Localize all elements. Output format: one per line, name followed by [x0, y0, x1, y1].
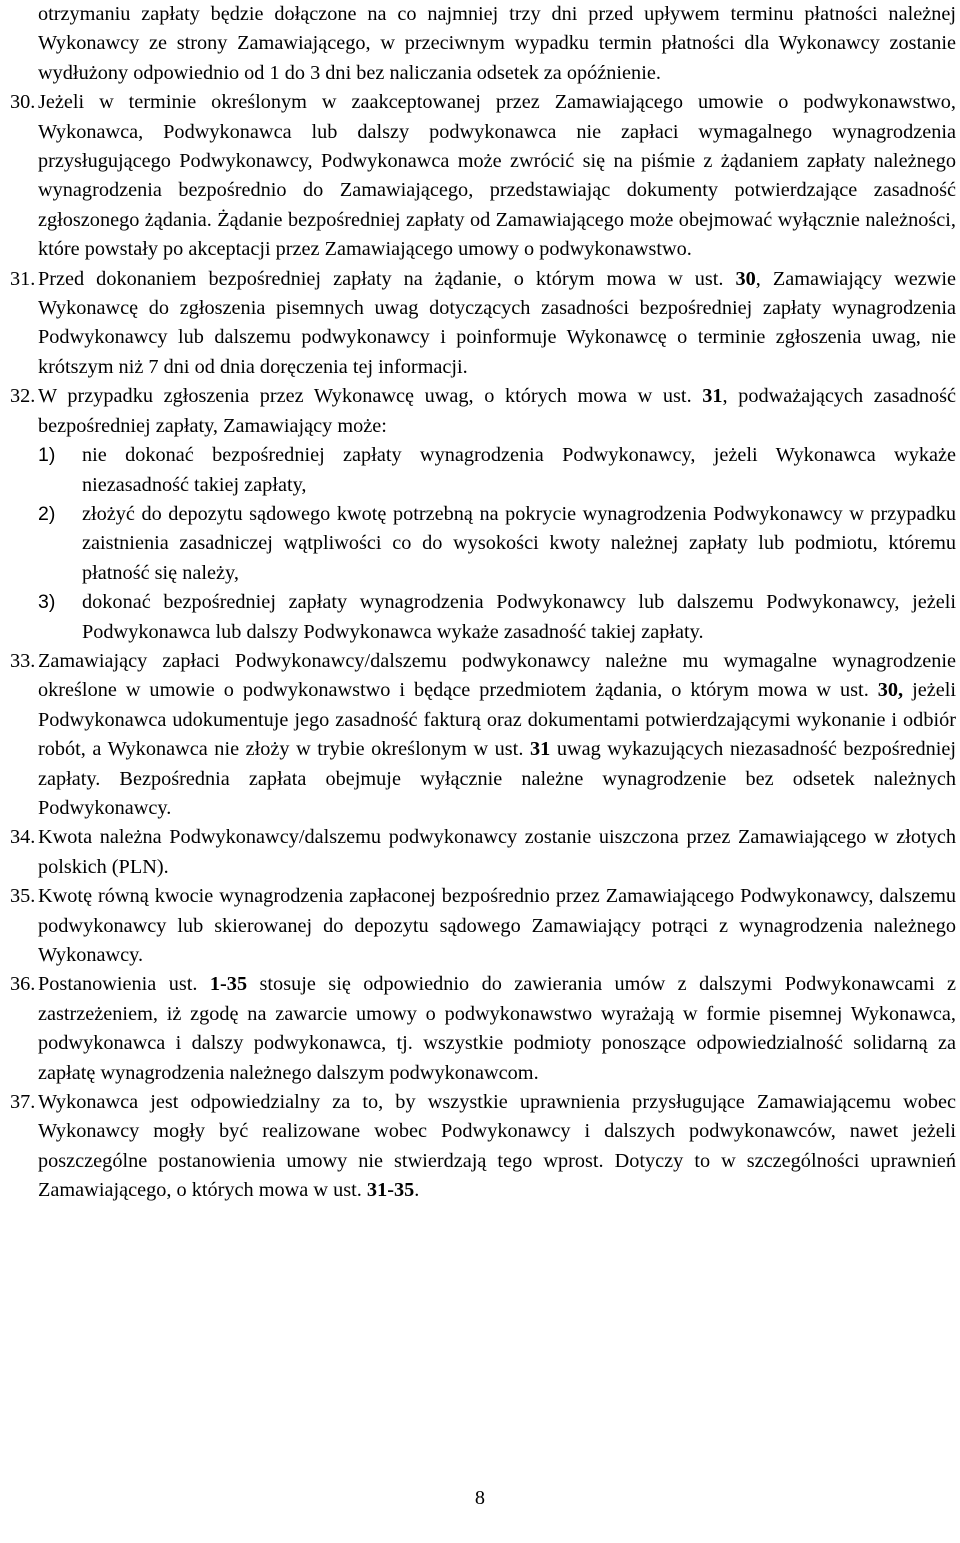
section-reference: 30	[735, 267, 756, 290]
paragraph-number: 33.	[10, 649, 36, 672]
paragraph-31	[10, 265, 956, 383]
list-item-text: dokonać bezpośredniej zapłaty wynagrodzenia Podwykonawcy lub dalszemu Podwykonawcy, jeżeli Podwykonawca lub dalszy Podwykonawca wykaże zasadność takiej zapłaty.	[82, 591, 956, 643]
paragraph-number: 37.	[10, 1091, 36, 1114]
section-reference: 31	[529, 738, 551, 761]
paragraph-36	[10, 970, 956, 1088]
list-item-number: 1)	[38, 444, 56, 467]
text-segment: stosuje się odpowiednio do zawierania umów z dalszymi Podwykonawcami z zastrzeżeniem, iż zgodę na zawarcie umowy o podwykonawstwo wyrażają w formie pisemnej Wykonawca, podwykonawca i dalszy podwykonawca, tj. wszystkie podmioty ponoszące odpowiedzialność solidarną za zapłatę wynagrodzenia należnego dalszym podwykonawcom.	[38, 973, 957, 1084]
paragraph-35	[10, 882, 956, 970]
text-segment: uwag wykazujących niezasadność bezpośredniej zapłaty. Bezpośrednia zapłata obejmuje wyłącznie należne wynagrodzenie bez odsetek należnych Podwykonawcy.	[38, 738, 957, 819]
section-reference: 31	[702, 385, 723, 408]
section-reference: 31-35	[366, 1179, 415, 1202]
paragraph-34	[10, 823, 956, 882]
paragraph-text: Jeżeli w terminie określonym w zaakceptowanej przez Zamawiającego umowie o podwykonawstwo, Wykonawca, Podwykonawca lub dalszy podwykonawca nie zapłaci wymagalnego wynagrodzenia przysługującego Podwykonawcy, Podwykonawca może zwrócić się na piśmie z żądaniem zapłaty należnego wynagrodzenia bezpośrednio do Zamawiającego, przedstawiając dokumenty potwierdzające zasadność zgłoszonego żądania. Żądanie bezpośredniej zapłaty od Zamawiającego może obejmować wyłącznie należności, które powstały po akceptacji przez Zamawiającego umowy o podwykonawstwo.	[38, 91, 956, 261]
list-item	[10, 500, 956, 588]
list-item-number: 3)	[38, 591, 56, 614]
paragraph-number: 30.	[10, 91, 36, 114]
text-segment: .	[414, 1179, 420, 1202]
section-reference: 30,	[877, 679, 904, 702]
paragraph-text: Kwotę równą kwocie wynagrodzenia zapłaconej bezpośrednio przez Zamawiającego Podwykonawcy, dalszemu podwykonawcy lub skierowanej do depozytu sądowego Zamawiający potrąci z wynagrodzenia należnego Wykonawcy.	[38, 885, 956, 966]
paragraph-number: 34.	[10, 826, 36, 849]
list-item-text: nie dokonać bezpośredniej zapłaty wynagrodzenia Podwykonawcy, jeżeli Wykonawca wykaże niezasadność takiej zapłaty,	[82, 444, 956, 496]
paragraph-number: 36.	[10, 973, 36, 996]
text-segment: Przed dokonaniem bezpośredniej zapłaty na żądanie, o którym mowa w ust.	[38, 267, 724, 290]
paragraph-number: 31.	[10, 267, 36, 290]
list-item-number: 2)	[38, 502, 56, 525]
text-segment: jeżeli Podwykonawca udokumentuje jego zasadność fakturą oraz dokumentami potwierdzającymi wykonanie i odbiór robót, a Wykonawca nie złoży w trybie określonym w ust.	[38, 679, 957, 761]
paragraph-number: 32.	[10, 385, 36, 408]
paragraph-text	[38, 970, 956, 1088]
list-item	[10, 441, 956, 500]
text-segment: W przypadku zgłoszenia przez Wykonawcę uwag, o których mowa w ust.	[38, 385, 692, 408]
paragraph-30	[10, 88, 956, 264]
text-segment: Wykonawca jest odpowiedzialny za to, by wszystkie uprawnienia przysługujące Zamawiającemu wobec Wykonawcy mogły być realizowane wobec Podwykonawcy i dalszych podwykonawców, nawet jeżeli poszczególne postanowienia umowy nie stwierdzają tego wprost. Dotyczy to w szczególności uprawnień Zamawiającego, o których mowa w ust.	[38, 1091, 956, 1202]
text-segment: , Zamawiający wezwie Wykonawcę do zgłoszenia pisemnych uwag dotyczących zasadności bezpośredniej zapłaty wynagrodzenia Podwykonawcy lub dalszemu podwykonawcy i poinformuje Wykonawcę o terminie zgłoszenia uwag, nie krótszym niż 7 dni od dnia doręczenia tej informacji.	[38, 267, 957, 378]
section-reference: 1-35	[209, 973, 248, 996]
paragraph-text: Kwota należna Podwykonawcy/dalszemu podwykonawcy zostanie uiszczona przez Zamawiającego w złotych polskich (PLN).	[38, 826, 956, 878]
paragraph-text	[38, 265, 956, 383]
paragraph-33	[10, 647, 956, 823]
list-item-text: złożyć do depozytu sądowego kwotę potrzebną na pokrycie wynagrodzenia Podwykonawcy w przypadku zaistnienia zasadniczej wątpliwości co do wysokości kwoty należnej zapłaty lub podmiotu, któremu płatność się należy,	[82, 502, 956, 584]
continuation-text: otrzymaniu zapłaty będzie dołączone na co najmniej trzy dni przed upływem terminu płatności należnej Wykonawcy ze strony Zamawiającego, w przeciwnym wypadku termin płatności dla Wykonawcy zostanie wydłużony odpowiednio od 1 do 3 dni bez naliczania odsetek za opóźnienie.	[38, 3, 956, 84]
paragraph-37	[10, 1088, 956, 1206]
paragraph-text	[38, 382, 956, 441]
page-number: 8	[474, 1487, 486, 1509]
paragraph-number: 35.	[10, 885, 36, 908]
list-item	[10, 588, 956, 647]
text-segment: Zamawiający zapłaci Podwykonawcy/dalszemu podwykonawcy należne mu wymagalne wynagrodzenie określone w umowie o podwykonawstwo i będące przedmiotem żądania, o którym mowa w ust.	[38, 649, 956, 702]
paragraph-text	[38, 1088, 956, 1206]
text-segment: Postanowienia ust.	[38, 973, 198, 996]
paragraph-32	[10, 382, 956, 441]
text-segment: , podważających zasadność bezpośredniej zapłaty, Zamawiający może:	[38, 385, 957, 437]
paragraph-text	[38, 647, 956, 823]
document-body	[10, 0, 956, 1206]
